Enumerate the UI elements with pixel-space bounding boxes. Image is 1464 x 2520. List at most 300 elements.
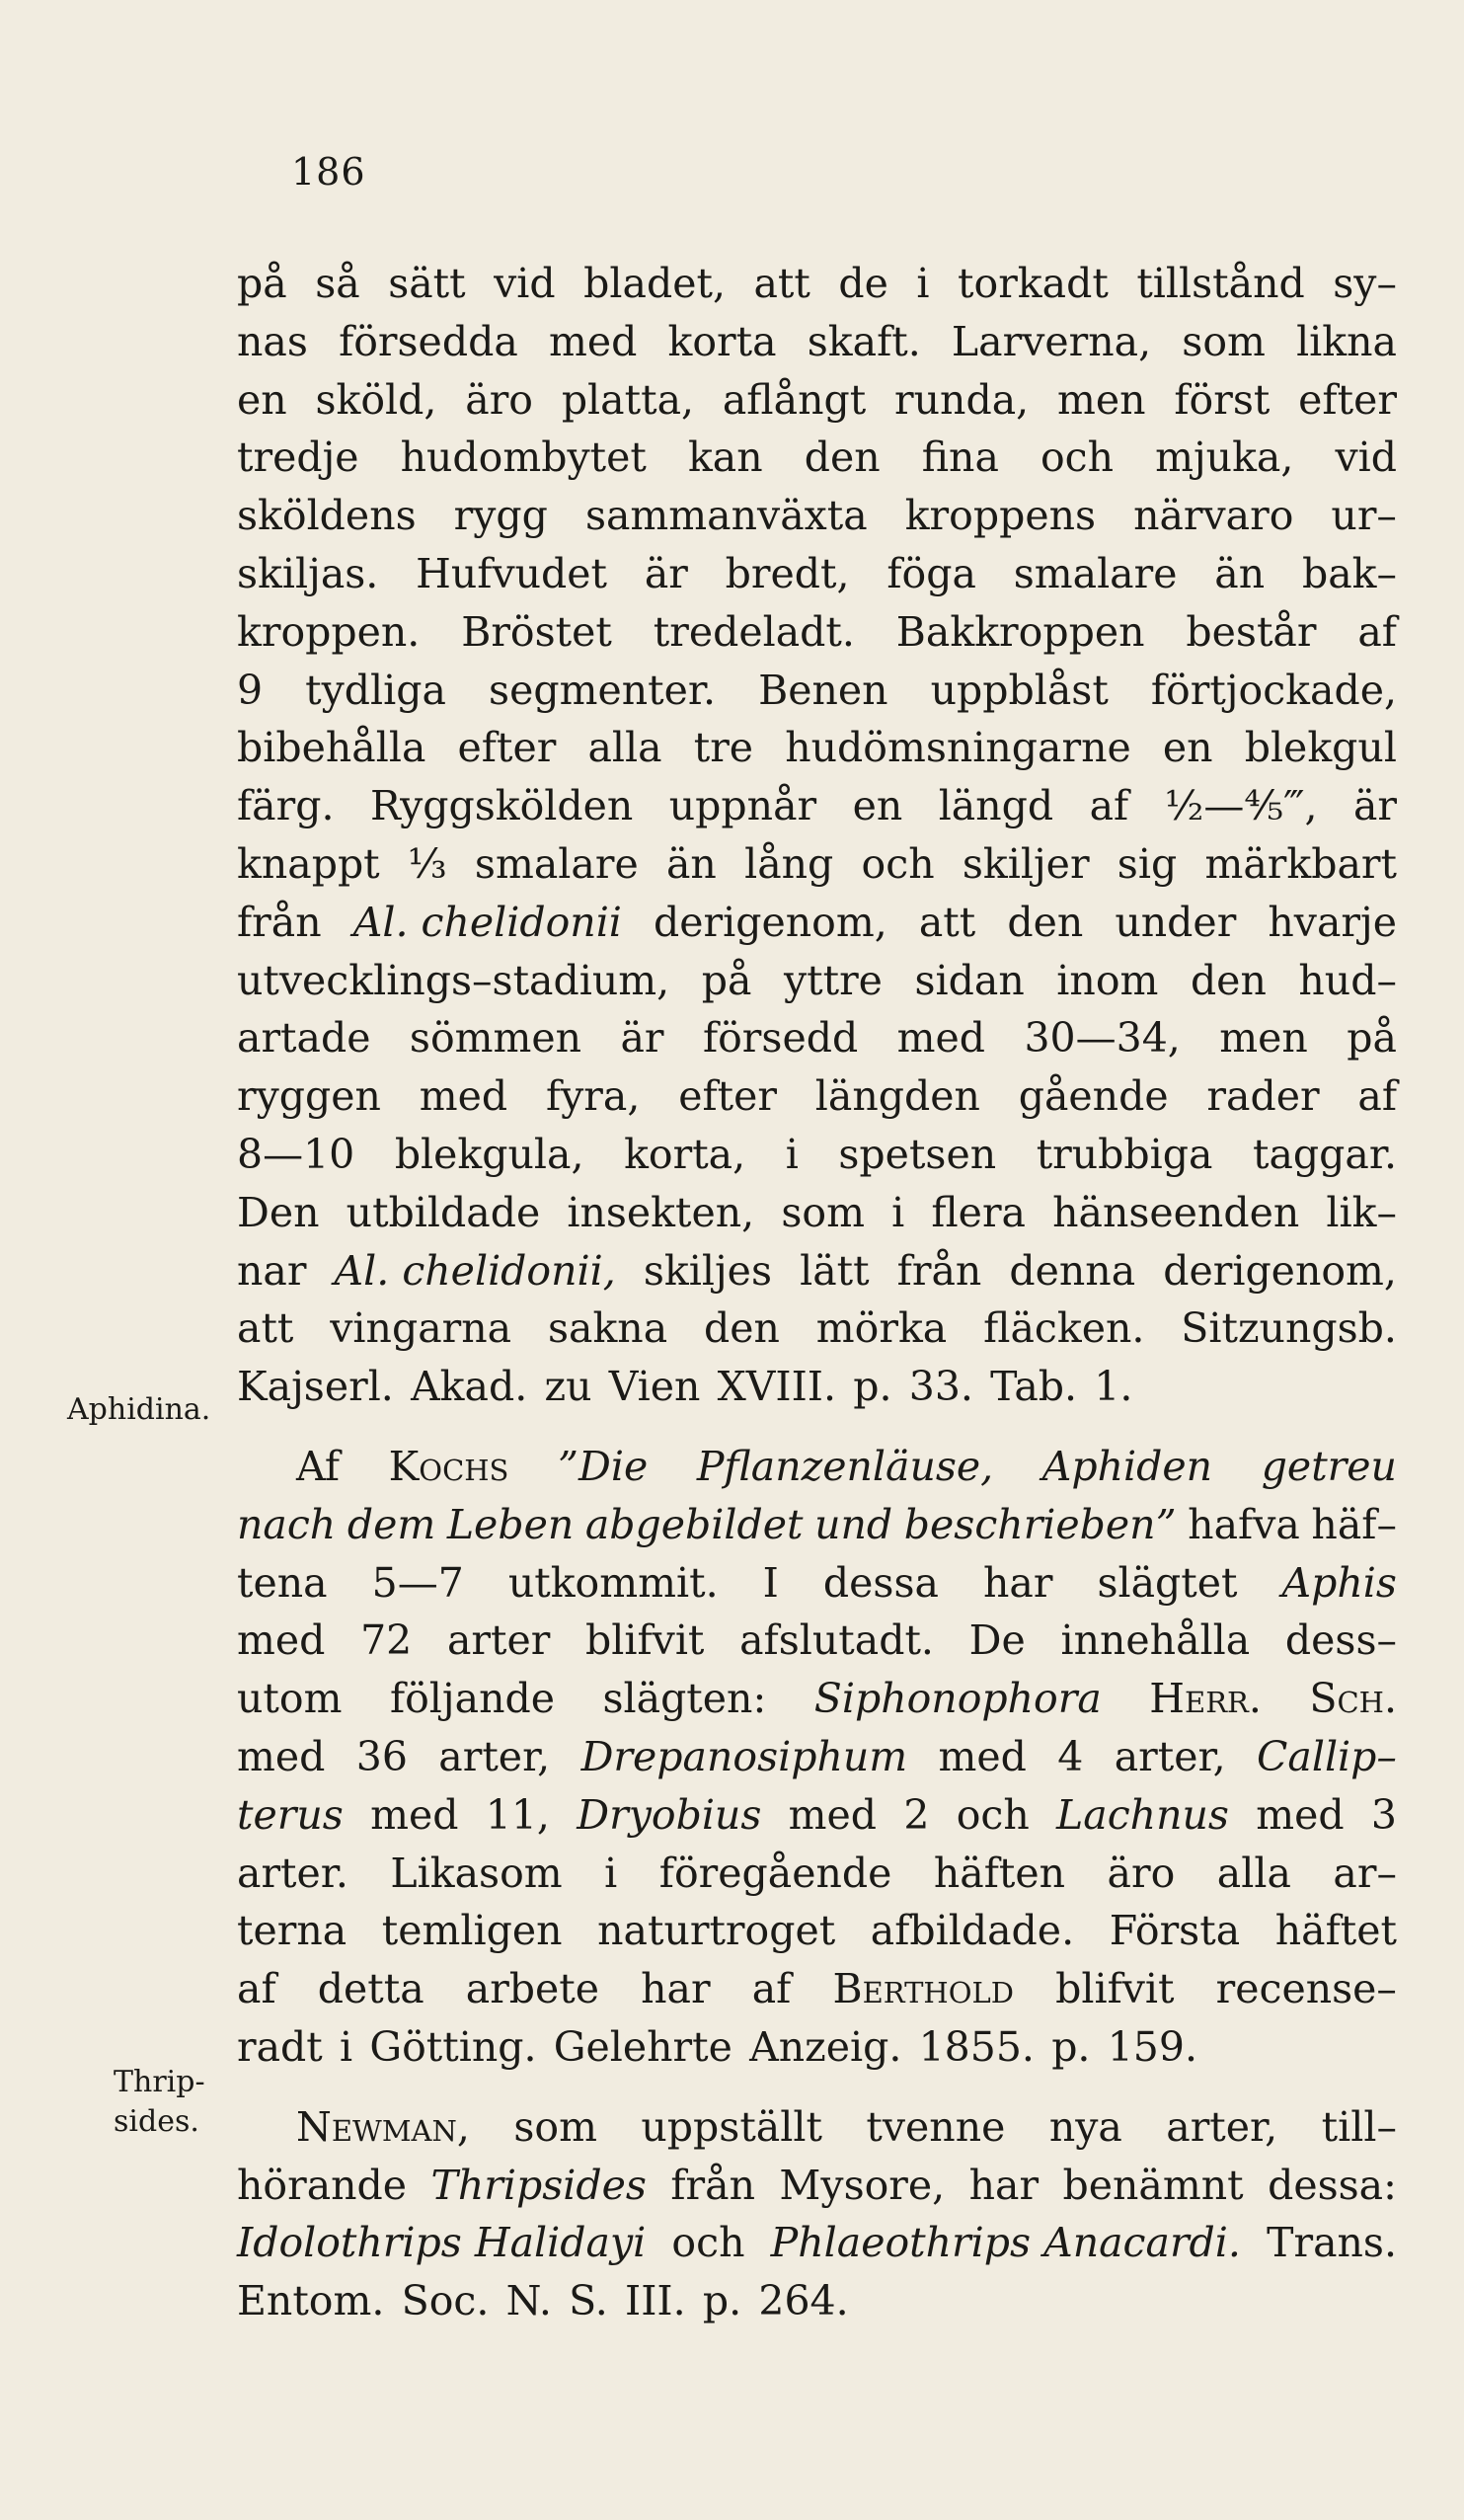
text-line [237,2098,1397,2157]
word: Lachnus [1056,1790,1229,1839]
word: insekten, [567,1188,755,1236]
text-line [237,894,1397,952]
text-line [237,1902,1397,1960]
word: Leben [446,1500,575,1548]
word: slägtet [1097,1558,1238,1607]
word: zu [544,1363,592,1411]
text-line [237,1960,1397,2018]
word: und [814,1500,893,1548]
word: Pflanzenläuse, [696,1442,994,1490]
word: Berthold [832,1965,1014,2013]
word: med [896,1014,986,1063]
text-line [237,719,1397,777]
word: på [237,260,287,307]
word: likna [1296,317,1397,365]
word: med [370,1790,459,1839]
word: Larverna, [951,317,1152,365]
text-line [237,2214,1397,2272]
word: ur– [1331,492,1397,540]
word: sköld, [315,375,437,424]
word: bladet, [583,260,726,307]
word: häften [933,1849,1066,1897]
word: XVIII. [717,1363,837,1411]
text-line [237,1299,1397,1358]
word: än [665,839,717,888]
word: från [896,1246,982,1295]
word: från [237,898,322,946]
margin-note-thripsides [114,2063,205,2142]
paragraph-larvae [237,255,1397,1416]
word: sköldens [237,492,417,540]
word: De [968,1616,1026,1665]
word: korta, [624,1130,746,1178]
word: Entom. [237,2277,385,2325]
word: Sch. [1309,1675,1397,1723]
word: ar– [1333,1849,1397,1897]
word: af [751,1965,792,2013]
word: Akad. [411,1363,528,1411]
word: blekgula, [394,1130,584,1178]
word: dess– [1284,1616,1397,1665]
word: hänseenden [1052,1188,1300,1236]
word: Kajserl. [237,1363,394,1411]
word: hvarje [1268,898,1397,946]
word: arbete [465,1965,600,2013]
word: af [1089,782,1129,830]
word: knappt [237,839,380,888]
word: artade [237,1014,371,1063]
word: naturtroget [597,1907,836,1955]
word: består [1186,607,1317,656]
word: arter. [237,1849,348,1897]
word: 264. [758,2277,849,2325]
word: färg. [237,782,335,830]
word: först [1174,375,1271,424]
margin-note-aphidina: Aphidina. [67,1392,211,1427]
word: Al. chelidonii, [334,1246,616,1295]
word: den [704,1304,780,1353]
word: Aphis [1281,1558,1397,1607]
word: vingarna [330,1304,512,1353]
word: slägten: [602,1675,767,1723]
word: temligen [381,1907,563,1955]
word: detta [317,1965,424,2013]
word: Herr. [1149,1675,1262,1723]
word: Thripsides [430,2161,647,2209]
word: skiljer [962,839,1090,888]
word: hud– [1298,956,1397,1004]
word: som [513,2102,597,2151]
word: 5—7 [371,1558,464,1607]
word: på [701,956,752,1004]
word: 1855. [918,2022,1035,2071]
word: S. [569,2277,608,2325]
text-line [237,1067,1397,1126]
word: ⅓ [407,839,447,888]
word: Götting. [369,2022,537,2071]
word: Den [237,1188,320,1236]
word: innehålla [1060,1616,1251,1665]
word: en [237,375,287,424]
word: är [1352,782,1397,830]
word: i [891,1188,905,1236]
text-line [237,662,1397,720]
text-line [237,545,1397,603]
word: Siphonophora [813,1675,1102,1723]
word: hörande [237,2161,408,2209]
word: tydliga [305,666,446,714]
word: och [1040,433,1115,482]
word: som [781,1188,865,1236]
word: den [804,433,881,482]
word: spetsen [838,1130,997,1178]
text-line [237,2018,1397,2077]
text-line [237,1554,1397,1613]
word: arter, [1114,1732,1226,1780]
word: Benen [758,666,888,714]
word: som [1182,317,1266,365]
text-line [237,1612,1397,1670]
word: gående [1018,1072,1169,1121]
word: äro [1107,1849,1176,1897]
word: närvaro [1133,492,1294,540]
word: I [762,1558,779,1607]
word: Af [296,1442,341,1490]
word: 72 [360,1616,413,1665]
word: kan [687,433,763,482]
text-line [237,1670,1397,1728]
text-line [237,371,1397,430]
word: den [1007,898,1084,946]
text-line [237,1786,1397,1845]
word: sätt [388,260,466,307]
word: märkbart [1204,839,1397,888]
text-line [237,429,1397,487]
word: den [1190,956,1267,1004]
word: radt [237,2022,323,2071]
word: längden [814,1072,980,1121]
word: sidan [914,956,1025,1004]
word: bredt, [725,549,850,597]
word: trubbiga [1036,1130,1213,1178]
word: arter [446,1616,551,1665]
word: yttre [783,956,883,1004]
word: efter [457,724,557,772]
word: utkommit. [507,1558,719,1607]
word: Vien [608,1363,701,1411]
word: Callip– [1257,1732,1397,1780]
text-line [237,835,1397,894]
word: Trans. [1267,2219,1397,2267]
text-line [237,2157,1397,2215]
word: 30—34, [1024,1014,1181,1063]
word: smalare [1013,549,1178,597]
word: sig [1117,839,1178,888]
word: rygg [453,492,548,540]
word: Kochs [388,1442,509,1490]
word: bibehålla [237,724,426,772]
word: 11, [485,1790,550,1839]
word: kroppens [904,492,1097,540]
text-line [237,777,1397,835]
word: flera [931,1188,1026,1236]
text-line [237,255,1397,313]
paragraph-aphidina [237,1438,1397,2077]
word: är [620,1014,664,1063]
word: Soc. [401,2277,490,2325]
word: i [785,1130,799,1178]
word: 9 [237,666,264,714]
word: rader [1206,1072,1320,1121]
word: benämnt [1062,2161,1244,2209]
word: smalare [474,839,639,888]
word: tre [693,724,754,772]
word: fina [921,433,999,482]
word: recense– [1215,1965,1397,2013]
word: att [918,898,976,946]
word: föga [886,549,976,597]
word: torkadt [958,260,1109,307]
word: sammanväxta [584,492,868,540]
word: derigenom, [654,898,887,946]
word: taggar. [1253,1130,1397,1178]
word: är [644,549,688,597]
word: nach [237,1500,337,1548]
word: följande [389,1675,555,1723]
text-line [237,1845,1397,1903]
word: 2 [903,1790,930,1839]
word: Hufvudet [416,549,608,597]
word: men [1219,1014,1308,1063]
text-line [237,2272,1397,2330]
word: vid [1335,433,1397,482]
word: uppblåst [930,666,1109,714]
word: och [861,839,935,888]
word: lätt [800,1246,870,1295]
word: Första [1109,1907,1241,1955]
word: sömmen [409,1014,582,1063]
word: försedd [702,1014,859,1063]
text-line [237,952,1397,1010]
word: af [1357,1072,1397,1121]
word: Bakkroppen [895,607,1145,656]
margin-note-thrip-line2: sides. [114,2104,199,2139]
word: afbildade. [870,1907,1075,1955]
text-line [237,1496,1397,1554]
word: och [671,2219,745,2267]
word: hudömsningarne [785,724,1131,772]
word: fyra, [545,1072,641,1121]
word: tredje [237,433,359,482]
word: blekgul [1244,724,1397,772]
word: dessa [822,1558,939,1607]
word: äro [465,375,533,424]
word: i [604,1849,618,1897]
word: utvecklings–stadium, [237,956,670,1004]
word: med [548,317,638,365]
word: N. [505,2277,552,2325]
word: försedda [339,317,518,365]
word: och [956,1790,1030,1839]
word: nas [237,317,308,365]
word: Phlaeothrips Anacardi. [770,2219,1241,2267]
word: segmenter. [489,666,716,714]
word: af [237,1965,276,2013]
word: Al. chelidonii [352,898,622,946]
text-line [237,313,1397,371]
word: med [938,1732,1027,1780]
word: 4 [1057,1732,1084,1780]
word: bak– [1301,549,1397,597]
word: kroppen. [237,607,421,656]
word: alla [1216,1849,1291,1897]
word: att [753,260,810,307]
word: men [1057,375,1146,424]
word: platta, [561,375,695,424]
word: lik– [1326,1188,1397,1236]
word: 3 [1370,1790,1397,1839]
word: alla [587,724,662,772]
text-line [237,1728,1397,1786]
word: 8—10 [237,1130,355,1178]
text-line [237,1126,1397,1184]
word: 1. [1094,1363,1133,1411]
word: korta [667,317,777,365]
text-line [237,1009,1397,1067]
paragraph-thripsides [237,2098,1397,2330]
word: till– [1321,2102,1397,2151]
word: inom [1056,956,1159,1004]
word: 36 [355,1732,408,1780]
word: så [315,260,360,307]
word: skaft. [807,317,921,365]
word: mjuka, [1155,433,1294,482]
word: nar [237,1246,307,1295]
word: Bröstet [461,607,612,656]
word: runda, [894,375,1030,424]
word: 33. [908,1363,973,1411]
word: med [237,1732,326,1780]
text-line [237,1358,1397,1416]
paragraph-gap [237,2077,1397,2098]
word: hafva [1188,1500,1300,1548]
word: utbildade [346,1188,541,1236]
word: efter [678,1072,777,1121]
word: Drepanosiphum [580,1732,908,1780]
word: terus [237,1790,344,1839]
word: fläcken. [983,1304,1145,1353]
word: med [419,1072,508,1121]
text-line [237,1184,1397,1242]
word: Sitzungsb. [1181,1304,1397,1353]
body-text [237,255,1397,2330]
word: tvenne [866,2102,1006,2151]
text-line [237,603,1397,662]
word: Idolothrips Halidayi [237,2219,647,2267]
word: ½—⅘‴, [1164,782,1318,830]
word: förtjockade, [1150,666,1397,714]
word: Anzeig. [749,2022,902,2071]
word: afslutadt. [739,1616,934,1665]
word: beschrieben” [903,1500,1177,1548]
word: med [788,1790,878,1839]
word: tredeladt. [653,607,855,656]
word: med [237,1616,326,1665]
word: uppställt [641,2102,822,2151]
word: dessa: [1268,2161,1397,2209]
text-line [237,1242,1397,1300]
word: derigenom, [1163,1246,1397,1295]
word: dem [347,1500,436,1548]
word: mörka [815,1304,948,1353]
word: än [1214,549,1266,597]
word: i [339,2022,353,2071]
text-line [237,1438,1397,1496]
word: har [641,1965,711,2013]
word: lång [744,839,834,888]
word: häftet [1274,1907,1397,1955]
word: häf– [1311,1500,1397,1548]
word: sy– [1333,260,1397,307]
word: vid [494,260,556,307]
word: getreu [1261,1442,1397,1490]
word: 159. [1107,2022,1197,2071]
word: en [852,782,903,830]
word: uppnår [668,782,817,830]
text-line [237,487,1397,545]
word: en [1162,724,1213,772]
word: aflångt [722,375,867,424]
word: Newman, [296,2102,470,2151]
word: från [670,2161,755,2209]
word: tena [237,1558,328,1607]
word: p. [853,1363,892,1411]
paragraph-gap [237,1416,1397,1438]
word: de [838,260,888,307]
word: denna [1009,1246,1136,1295]
word: p. [1051,2022,1091,2071]
word: utom [237,1675,343,1723]
word: Mysore, [779,2161,946,2209]
word: abgebildet [584,1500,804,1548]
word: hudombytet [400,433,647,482]
word: skiljes [643,1246,772,1295]
word: har [968,2161,1040,2209]
word: nya [1048,2102,1122,2151]
word: terna [237,1907,347,1955]
word: längd [938,782,1054,830]
word: ”Die [558,1442,649,1490]
word: föregående [658,1849,892,1897]
margin-note-thrip-line1: Thrip- [114,2065,205,2099]
word: blifvit [585,1616,705,1665]
word: Likasom [390,1849,563,1897]
word: efter [1298,375,1397,424]
word: blifvit [1055,1965,1175,2013]
word: p. [702,2277,742,2325]
word: tillstånd [1136,260,1305,307]
word: har [982,1558,1053,1607]
word: skiljas. [237,549,379,597]
word: arter, [438,1732,551,1780]
word: sakna [547,1304,668,1353]
word: på [1347,1014,1397,1063]
word: Aphiden [1041,1442,1213,1490]
word: att [237,1304,294,1353]
word: under [1115,898,1237,946]
word: med [1256,1790,1345,1839]
word: Tab. [990,1363,1078,1411]
